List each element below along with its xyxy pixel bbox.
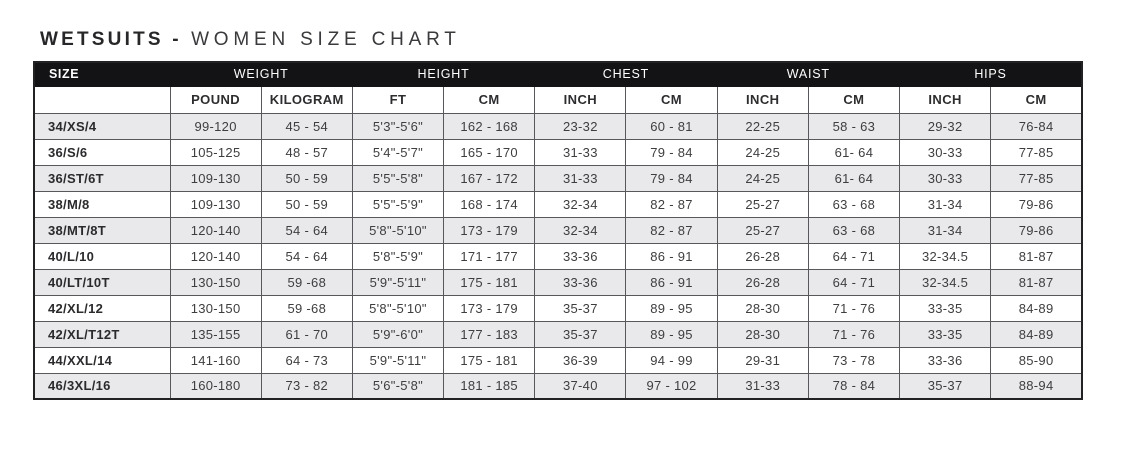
value-cell: 73 - 78	[808, 347, 899, 373]
group-header-waist: WAIST	[717, 62, 899, 86]
value-cell: 82 - 87	[626, 191, 717, 217]
value-cell: 31-33	[535, 165, 626, 191]
value-cell: 28-30	[717, 295, 808, 321]
value-cell: 28-30	[717, 321, 808, 347]
value-cell: 45 - 54	[261, 113, 352, 139]
value-cell: 5'9"-5'11"	[352, 347, 443, 373]
value-cell: 5'8"-5'10"	[352, 295, 443, 321]
value-cell: 81-87	[991, 243, 1082, 269]
value-cell: 5'4"-5'7"	[352, 139, 443, 165]
value-cell: 33-36	[900, 347, 991, 373]
value-cell: 33-35	[900, 321, 991, 347]
value-cell: 32-34.5	[900, 269, 991, 295]
value-cell: 94 - 99	[626, 347, 717, 373]
value-cell: 141-160	[170, 347, 261, 373]
value-cell: 64 - 73	[261, 347, 352, 373]
value-cell: 33-36	[535, 269, 626, 295]
value-cell: 130-150	[170, 269, 261, 295]
value-cell: 165 - 170	[444, 139, 535, 165]
value-cell: 59 -68	[261, 295, 352, 321]
value-cell: 35-37	[900, 373, 991, 399]
value-cell: 79 - 84	[626, 165, 717, 191]
value-cell: 26-28	[717, 243, 808, 269]
value-cell: 35-37	[535, 295, 626, 321]
group-header-size: SIZE	[34, 62, 170, 86]
value-cell: 79 - 84	[626, 139, 717, 165]
table-row	[34, 269, 1082, 295]
value-cell: 31-33	[535, 139, 626, 165]
value-cell: 181 - 185	[444, 373, 535, 399]
value-cell: 168 - 174	[444, 191, 535, 217]
unit-header-ft: FT	[352, 86, 443, 113]
value-cell: 31-34	[900, 217, 991, 243]
value-cell: 177 - 183	[444, 321, 535, 347]
value-cell: 77-85	[991, 139, 1082, 165]
value-cell: 89 - 95	[626, 295, 717, 321]
value-cell: 24-25	[717, 139, 808, 165]
size-cell: 38/MT/8T	[34, 217, 170, 243]
size-cell: 46/3XL/16	[34, 373, 170, 399]
value-cell: 33-35	[900, 295, 991, 321]
unit-header-kilogram: KILOGRAM	[261, 86, 352, 113]
value-cell: 37-40	[535, 373, 626, 399]
value-cell: 25-27	[717, 217, 808, 243]
value-cell: 77-85	[991, 165, 1082, 191]
value-cell: 84-89	[991, 321, 1082, 347]
value-cell: 97 - 102	[626, 373, 717, 399]
table-row	[34, 295, 1082, 321]
unit-header-pound: POUND	[170, 86, 261, 113]
unit-header-waist-inch: INCH	[717, 86, 808, 113]
size-chart-page	[0, 30, 1135, 475]
value-cell: 29-31	[717, 347, 808, 373]
value-cell: 171 - 177	[444, 243, 535, 269]
table-body	[34, 113, 1082, 399]
unit-header-row	[34, 86, 1082, 113]
value-cell: 54 - 64	[261, 243, 352, 269]
value-cell: 61- 64	[808, 139, 899, 165]
value-cell: 88-94	[991, 373, 1082, 399]
table-row	[34, 373, 1082, 399]
value-cell: 71 - 76	[808, 295, 899, 321]
value-cell: 61 - 70	[261, 321, 352, 347]
unit-header-height-cm: CM	[444, 86, 535, 113]
size-chart-table	[33, 61, 1083, 400]
value-cell: 81-87	[991, 269, 1082, 295]
value-cell: 5'9"-5'11"	[352, 269, 443, 295]
value-cell: 36-39	[535, 347, 626, 373]
table-row	[34, 139, 1082, 165]
size-cell: 36/S/6	[34, 139, 170, 165]
value-cell: 60 - 81	[626, 113, 717, 139]
value-cell: 22-25	[717, 113, 808, 139]
value-cell: 26-28	[717, 269, 808, 295]
value-cell: 30-33	[900, 139, 991, 165]
unit-header-chest-cm: CM	[626, 86, 717, 113]
value-cell: 5'8"-5'9"	[352, 243, 443, 269]
value-cell: 135-155	[170, 321, 261, 347]
group-header-height: HEIGHT	[352, 62, 534, 86]
table-row	[34, 191, 1082, 217]
group-header-weight: WEIGHT	[170, 62, 352, 86]
size-cell: 42/XL/T12T	[34, 321, 170, 347]
unit-header-hips-inch: INCH	[900, 86, 991, 113]
value-cell: 89 - 95	[626, 321, 717, 347]
value-cell: 79-86	[991, 191, 1082, 217]
size-cell: 34/XS/4	[34, 113, 170, 139]
value-cell: 50 - 59	[261, 165, 352, 191]
page-title-bold: WETSUITS -	[40, 29, 182, 50]
value-cell: 32-34	[535, 217, 626, 243]
value-cell: 32-34	[535, 191, 626, 217]
table-row	[34, 165, 1082, 191]
value-cell: 5'5"-5'9"	[352, 191, 443, 217]
value-cell: 73 - 82	[261, 373, 352, 399]
value-cell: 5'3"-5'6"	[352, 113, 443, 139]
value-cell: 61- 64	[808, 165, 899, 191]
value-cell: 63 - 68	[808, 191, 899, 217]
value-cell: 25-27	[717, 191, 808, 217]
value-cell: 175 - 181	[444, 347, 535, 373]
size-cell: 38/M/8	[34, 191, 170, 217]
group-header-row	[34, 62, 1082, 86]
value-cell: 175 - 181	[444, 269, 535, 295]
value-cell: 120-140	[170, 243, 261, 269]
value-cell: 173 - 179	[444, 295, 535, 321]
unit-header-waist-cm: CM	[808, 86, 899, 113]
table-row	[34, 113, 1082, 139]
value-cell: 86 - 91	[626, 269, 717, 295]
value-cell: 33-36	[535, 243, 626, 269]
unit-header-blank	[34, 86, 170, 113]
value-cell: 31-33	[717, 373, 808, 399]
value-cell: 58 - 63	[808, 113, 899, 139]
size-cell: 40/L/10	[34, 243, 170, 269]
value-cell: 5'8"-5'10"	[352, 217, 443, 243]
value-cell: 84-89	[991, 295, 1082, 321]
value-cell: 31-34	[900, 191, 991, 217]
page-title	[40, 30, 1135, 50]
group-header-hips: HIPS	[900, 62, 1083, 86]
value-cell: 5'5"-5'8"	[352, 165, 443, 191]
value-cell: 99-120	[170, 113, 261, 139]
size-cell: 44/XXL/14	[34, 347, 170, 373]
value-cell: 86 - 91	[626, 243, 717, 269]
value-cell: 54 - 64	[261, 217, 352, 243]
unit-header-hips-cm: CM	[991, 86, 1082, 113]
value-cell: 64 - 71	[808, 269, 899, 295]
value-cell: 162 - 168	[444, 113, 535, 139]
size-cell: 36/ST/6T	[34, 165, 170, 191]
value-cell: 50 - 59	[261, 191, 352, 217]
table-header	[34, 62, 1082, 113]
value-cell: 23-32	[535, 113, 626, 139]
value-cell: 29-32	[900, 113, 991, 139]
value-cell: 85-90	[991, 347, 1082, 373]
value-cell: 173 - 179	[444, 217, 535, 243]
value-cell: 160-180	[170, 373, 261, 399]
value-cell: 167 - 172	[444, 165, 535, 191]
value-cell: 78 - 84	[808, 373, 899, 399]
size-cell: 40/LT/10T	[34, 269, 170, 295]
value-cell: 5'6"-5'8"	[352, 373, 443, 399]
size-cell: 42/XL/12	[34, 295, 170, 321]
value-cell: 59 -68	[261, 269, 352, 295]
value-cell: 63 - 68	[808, 217, 899, 243]
table-row	[34, 243, 1082, 269]
table-row	[34, 217, 1082, 243]
value-cell: 64 - 71	[808, 243, 899, 269]
value-cell: 5'9"-6'0"	[352, 321, 443, 347]
value-cell: 109-130	[170, 191, 261, 217]
value-cell: 48 - 57	[261, 139, 352, 165]
value-cell: 120-140	[170, 217, 261, 243]
value-cell: 35-37	[535, 321, 626, 347]
value-cell: 79-86	[991, 217, 1082, 243]
table-row	[34, 321, 1082, 347]
value-cell: 30-33	[900, 165, 991, 191]
value-cell: 71 - 76	[808, 321, 899, 347]
value-cell: 105-125	[170, 139, 261, 165]
value-cell: 82 - 87	[626, 217, 717, 243]
value-cell: 24-25	[717, 165, 808, 191]
group-header-chest: CHEST	[535, 62, 717, 86]
value-cell: 130-150	[170, 295, 261, 321]
value-cell: 76-84	[991, 113, 1082, 139]
page-title-light: WOMEN SIZE CHART	[191, 29, 461, 50]
value-cell: 32-34.5	[900, 243, 991, 269]
table-row	[34, 347, 1082, 373]
unit-header-chest-inch: INCH	[535, 86, 626, 113]
value-cell: 109-130	[170, 165, 261, 191]
